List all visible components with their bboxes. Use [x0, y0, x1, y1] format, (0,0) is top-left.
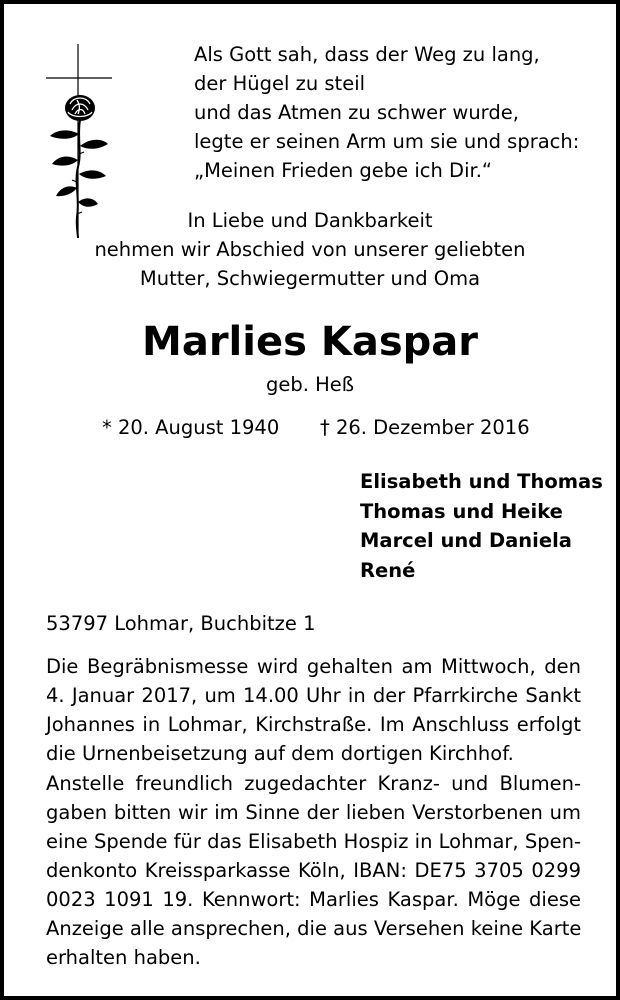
mourners-list	[360, 467, 603, 585]
maiden-name: geb. Heß	[265, 373, 355, 396]
text-line: eine Spende für das Elisabeth Hospiz in Lohmar, Spen-	[46, 830, 581, 853]
farewell-intro	[4, 206, 616, 293]
text-line: Die Begräbnismesse wird gehalten am Mittwoch, den	[46, 655, 581, 678]
text-line: gaben bitten wir im Sinne der lieben Verstorbenen um	[46, 801, 581, 824]
birth-date: * 20. August 1940	[102, 416, 280, 439]
mourner-entry: René	[360, 558, 416, 582]
funeral-notice	[46, 652, 581, 768]
poem-line: und das Atmen zu schwer wurde,	[194, 101, 519, 124]
family-address: 53797 Lohmar, Buchbitze 1	[46, 612, 316, 635]
deceased-name: Marlies Kaspar	[142, 319, 478, 365]
poem-line: Als Gott sah, dass der Weg zu lang,	[194, 43, 540, 66]
text-line: erhalten haben.	[46, 946, 201, 969]
poem-line: der Hügel zu steil	[194, 72, 366, 95]
intro-line: Mutter, Schwiegermutter und Oma	[139, 267, 481, 290]
death-date: † 26. Dezember 2016	[320, 416, 530, 439]
mourner-entry: Elisabeth und Thomas	[360, 470, 603, 493]
text-line: Anzeige alle ansprechen, die aus Versehen keine Karte	[46, 917, 582, 940]
poem-line: „Meinen Frieden gebe ich Dir.“	[194, 159, 493, 182]
text-line: Anstelle freundlich zugedachter Kranz- und Blumen-	[46, 772, 581, 795]
life-dates	[102, 414, 530, 442]
text-line: denkonto Kreissparkasse Köln, IBAN: DE75 3705 0299	[46, 859, 581, 882]
text-line: die Urnenbeisetzung auf dem dortigen Kirchhof.	[46, 742, 514, 765]
mourner-entry: Marcel und Daniela	[360, 529, 572, 552]
text-line: 4. Januar 2017, um 14.00 Uhr in der Pfarrkirche Sankt	[46, 684, 581, 707]
intro-line: In Liebe und Dankbarkeit	[187, 209, 433, 232]
poem-line: legte er seinen Arm um sie und sprach:	[194, 130, 580, 153]
text-line: Johannes in Lohmar, Kirchstraße. Im Anschluss erfolgt	[46, 713, 581, 736]
poem	[194, 40, 579, 185]
mourner-entry: Thomas und Heike	[360, 499, 563, 523]
intro-line: nehmen wir Abschied von unserer geliebten	[94, 238, 526, 261]
donation-notice	[46, 769, 581, 972]
text-line: 0023 1091 19. Kennwort: Marlies Kaspar. Möge diese	[46, 888, 581, 911]
